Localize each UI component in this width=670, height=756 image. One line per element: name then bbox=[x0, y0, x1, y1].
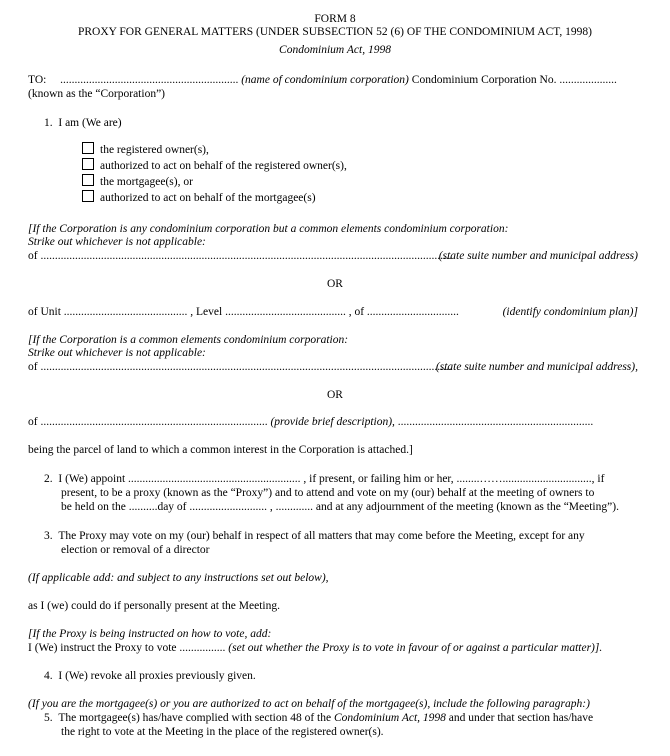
instruct-hint: (set out whether the Proxy is to vote in favour of or against a particular matter)]. bbox=[228, 642, 603, 654]
act-reference: Condominium Act, 1998 bbox=[279, 44, 391, 56]
section-b-address-field[interactable]: of ............................................................................................................................................... bbox=[28, 361, 452, 373]
section-b-heading: [If the Corporation is a common elements condominium corporation: bbox=[28, 334, 349, 346]
if-applicable-note: (If applicable add: and subject to any instructions set out below), bbox=[28, 572, 329, 584]
checkbox-icon[interactable] bbox=[82, 174, 94, 186]
item-5-line-2: the right to vote at the Meeting in the place of the registered owner(s). bbox=[61, 726, 384, 738]
parcel-statement: being the parcel of land to which a common interest in the Corporation is attached.] bbox=[28, 444, 413, 456]
item-2-line-2: present, to be a proxy (known as the “Proxy”) and to attend and vote on my (our) behalf at the meeting of owners to bbox=[61, 487, 595, 499]
checkbox-icon[interactable] bbox=[82, 190, 94, 202]
or-separator: OR bbox=[327, 389, 343, 401]
form-number: FORM 8 bbox=[314, 13, 356, 25]
instruct-field[interactable]: I (We) instruct the Proxy to vote ................ bbox=[28, 642, 226, 654]
unit-field[interactable]: of Unit ........................................... bbox=[28, 306, 188, 318]
section-a-address-field[interactable]: of ............................................................................................................................................... bbox=[28, 250, 452, 262]
checkbox-authorized-owner[interactable] bbox=[82, 158, 347, 173]
option-label: the mortgagee(s), or bbox=[100, 176, 193, 188]
unit-line bbox=[28, 305, 459, 319]
checkbox-authorized-mortgagee[interactable] bbox=[82, 190, 316, 205]
section-a-instruction: Strike out whichever is not applicable: bbox=[28, 236, 206, 248]
plan-field[interactable]: , of ................................ bbox=[348, 306, 459, 318]
checkbox-icon[interactable] bbox=[82, 142, 94, 154]
plan-hint: (identify condominium plan)] bbox=[502, 306, 638, 318]
description-field-2[interactable]: .................................................................... bbox=[397, 416, 594, 428]
option-label: the registered owner(s), bbox=[100, 144, 209, 156]
as-if-present: as I (we) could do if personally present at the Meeting. bbox=[28, 600, 280, 612]
instruct-heading: [If the Proxy is being instructed on how to vote, add: bbox=[28, 628, 272, 640]
form-title: PROXY FOR GENERAL MATTERS (UNDER SUBSECTION 52 (6) OF THE CONDOMINIUM ACT, 1998) bbox=[77, 26, 592, 38]
corporation-no-field[interactable]: .................... bbox=[559, 74, 617, 86]
checkbox-registered-owner[interactable] bbox=[82, 142, 209, 157]
known-as-corporation: (known as the “Corporation”) bbox=[28, 88, 166, 100]
option-label: authorized to act on behalf of the registered owner(s), bbox=[100, 160, 347, 172]
corporation-name-hint: (name of condominium corporation) bbox=[241, 74, 409, 86]
section-a-heading: [If the Corporation is any condominium corporation but a common elements condominium corporation: bbox=[28, 223, 509, 235]
description-hint: (provide brief description), bbox=[270, 416, 395, 428]
section-b-address-hint: (state suite number and municipal address), bbox=[435, 361, 638, 373]
checkbox-mortgagee[interactable] bbox=[82, 174, 193, 189]
item-4: 4. I (We) revoke all proxies previously given. bbox=[44, 670, 256, 682]
item-2-line-1: 2. I (We) appoint ............................................................ , if present, or failing him or her, ........……..............................., if bbox=[44, 473, 605, 485]
item-1: 1. I am (We are) bbox=[44, 117, 122, 129]
level-field[interactable]: , Level .......................................... bbox=[190, 306, 346, 318]
checkbox-icon[interactable] bbox=[82, 158, 94, 170]
item-2-line-3: be held on the ..........day of ........................... , ............. and at any adjournment of the meeting (known as the “Meeting”). bbox=[61, 501, 619, 513]
mortgagee-note: (If you are the mortgagee(s) or you are authorized to act on behalf of the mortgagee(s), include the following paragraph:) bbox=[28, 698, 590, 710]
description-line bbox=[28, 415, 593, 429]
item-5-text: 5. The mortgagee(s) has/have complied with section 48 of the bbox=[44, 712, 332, 724]
item-5-text: and under that section has/have bbox=[448, 712, 594, 724]
corporation-no-label: Condominium Corporation No. bbox=[411, 74, 557, 86]
or-separator: OR bbox=[327, 278, 343, 290]
option-label: authorized to act on behalf of the mortgagee(s) bbox=[100, 192, 316, 204]
act-name: Condominium Act, 1998 bbox=[333, 712, 446, 724]
to-label: TO: bbox=[28, 74, 47, 86]
section-a-address-hint: (state suite number and municipal address) bbox=[438, 250, 638, 262]
section-b-instruction: Strike out whichever is not applicable: bbox=[28, 347, 206, 359]
item-5-line-1 bbox=[44, 711, 593, 725]
to-line bbox=[28, 73, 617, 87]
corporation-name-field[interactable]: .............................................................. bbox=[60, 74, 239, 86]
instruct-line bbox=[28, 641, 602, 655]
item-3-line-1: 3. The Proxy may vote on my (our) behalf in respect of all matters that may come before the Meeting, except for any bbox=[44, 530, 585, 542]
item-3-line-2: election or removal of a director bbox=[61, 544, 210, 556]
description-field[interactable]: of ............................................................................... bbox=[28, 416, 268, 428]
